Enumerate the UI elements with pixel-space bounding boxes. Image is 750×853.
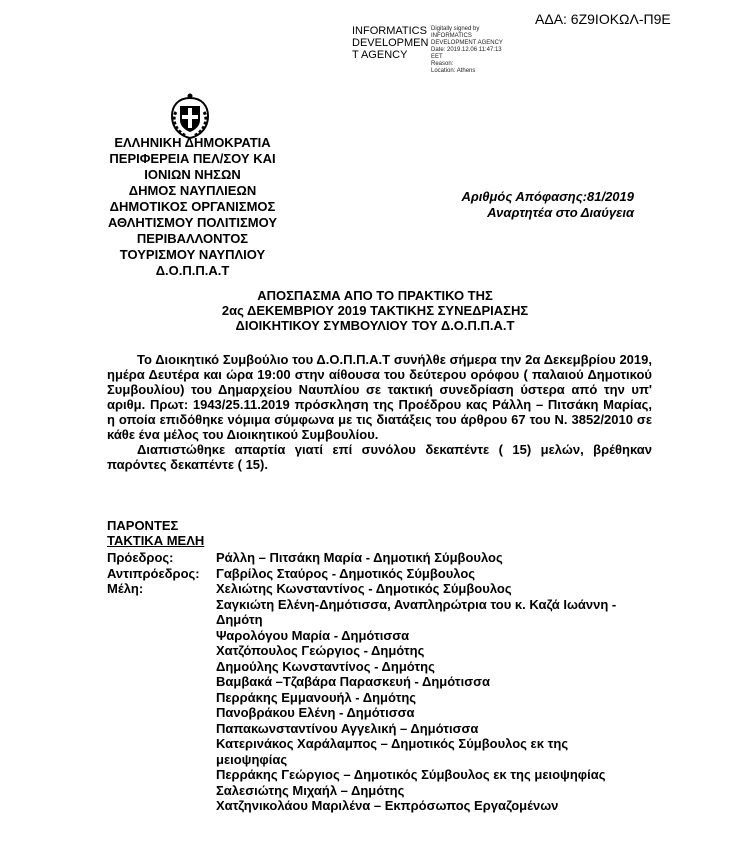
header-line: ΔΗΜΟΤΙΚΟΣ ΟΡΓΑΝΙΣΜΟΣ xyxy=(109,199,276,214)
signature-org-line: INFORMATICS xyxy=(352,25,427,37)
vice-president-role: Αντιπρόεδρος: xyxy=(107,565,200,581)
signature-details xyxy=(431,26,531,75)
document-title xyxy=(110,288,640,333)
header-line: ΕΛΛΗΝΙΚΗ ΔΗΜΟΚΡΑΤΙΑ xyxy=(114,135,271,150)
member-item: Δημούλης Κωνσταντίνος - Δημότης xyxy=(216,658,435,674)
vice-president-name: Γαβρίλος Σταύρος - Δημοτικός Σύμβουλος xyxy=(216,565,476,581)
signature-detail-line: Reason: xyxy=(431,61,454,67)
body-paragraph-quorum: Διαπιστώθηκε απαρτία γιατί επί συνόλου δεκαπέντε ( 15) μελών, βρέθηκαν παρόντες δεκαπέντε ( 15). xyxy=(107,442,652,472)
header-line: ΠΕΡΙΦΕΡΕΙΑ ΠΕΛ/ΣΟΥ ΚΑΙ xyxy=(109,151,276,166)
decision-number: Αριθμός Απόφασης:81/2019 xyxy=(461,189,634,204)
body-paragraph-session: Το Διοικητικό Συμβούλιο του Δ.Ο.Π.Π.Α.Τ συνήλθε σήμερα την 2α Δεκεμβρίου 2019, ημέρα Δευτέρα και ώρα 19:00 στην αίθουσα του δεύτερου ορόφου ( παλαιού Δημοτικού Συμβουλίου) του Δημαρχείου Ναυπλίου σε τακτική συνεδρίαση ύστερα από την υπ' αριθμ. Πρωτ: 1943/25.11.2019 πρόσκληση της Προέδρου κας Ράλλη – Πιτσάκη Μαρίας, η οποία επιδόθηκε νόμιμα σύμφωνα με τις διατάξεις του άρθρου 67 του Ν. 3852/2010 σε κάθε ένα μέλος του Διοικητικού Συμβουλίου. xyxy=(107,352,652,442)
signature-organization xyxy=(352,25,429,61)
present-heading xyxy=(107,518,204,548)
members-list xyxy=(107,550,636,814)
president-role: Πρόεδρος: xyxy=(107,550,174,565)
member-item: Χατζηνικολάου Μαριλένα – Εκπρόσωπος Εργαζομένων xyxy=(216,798,559,813)
president-row xyxy=(107,550,636,566)
header-line: ΔΗΜΟΣ ΝΑΥΠΛΙΕΩΝ xyxy=(128,183,257,198)
greek-emblem-icon xyxy=(168,92,212,140)
signature-detail-line: DEVELOPMENT AGENCY xyxy=(431,40,503,46)
present-subtitle: ΤΑΚΤΙΚΑ ΜΕΛΗ xyxy=(107,533,205,548)
decision-posted: Αναρτητέα στο Διαύγεια xyxy=(487,205,634,220)
member-item: Κατερινάκος Χαράλαμπος – Δημοτικός Σύμβουλος εκ της μειοψηφίας xyxy=(216,736,569,767)
issuer-header xyxy=(90,135,295,279)
member-item: Περράκης Εμμανουήλ - Δημότης xyxy=(216,689,417,705)
signature-detail-line: EET xyxy=(431,54,443,60)
member-names xyxy=(216,581,636,814)
members-row xyxy=(107,581,636,814)
title-line: 2ας ΔΕΚΕΜΒΡΙΟΥ 2019 ΤΑΚΤΙΚΗΣ ΣΥΝΕΔΡΙΑΣΗΣ xyxy=(221,303,529,318)
members-role: Μέλη: xyxy=(107,581,144,596)
minutes-body xyxy=(107,352,652,472)
present-title: ΠΑΡΟΝΤΕΣ xyxy=(107,518,179,533)
signature-detail-line: INFORMATICS xyxy=(431,33,472,39)
title-line: ΑΠΟΣΠΑΣΜΑ ΑΠΟ ΤΟ ΠΡΑΚΤΙΚΟ ΤΗΣ xyxy=(257,288,493,303)
signature-org-line: DEVELOPMEN xyxy=(352,37,429,49)
president-name: Ράλλη – Πιτσάκη Μαρία - Δημοτική Σύμβουλος xyxy=(216,550,503,565)
title-line: ΔΙΟΙΚΗΤΙΚΟΥ ΣΥΜΒΟΥΛΙΟΥ ΤΟΥ Δ.Ο.Π.Π.Α.Τ xyxy=(235,318,515,333)
member-item: Παπακωνσταντίνου Αγγελική – Δημότισσα xyxy=(216,720,479,736)
ada-code: ΑΔΑ: 6Ζ9ΙΟΚΩΛ-Π9Ε xyxy=(535,11,671,27)
header-line: ΠΕΡΙΒΑΛΛΟΝΤΟΣ xyxy=(136,231,249,246)
member-item: Σαγκιώτη Ελένη-Δημότισσα, Αναπληρώτρια του κ. Καζά Ιωάννη - Δημότη xyxy=(216,596,617,627)
member-item: Πανοβράκου Ελένη - Δημότισσα xyxy=(216,705,415,720)
member-item: Βαμβακά –Τζαβάρα Παρασκευή - Δημότισσα xyxy=(216,674,490,689)
signature-detail-line: Digitally signed by xyxy=(431,26,480,32)
signature-org-line: T AGENCY xyxy=(352,49,408,61)
member-item: Χελιώτης Κωνσταντίνος - Δημοτικός Σύμβουλος xyxy=(216,581,512,596)
member-item: Περράκης Γεώργιος – Δημοτικός Σύμβουλος εκ της μειοψηφίας xyxy=(216,767,606,782)
header-line: ΙΟΝΙΩΝ ΝΗΣΩΝ xyxy=(144,167,241,182)
member-item: Χατζόπουλος Γεώργιος - Δημότης xyxy=(216,643,425,658)
decision-info xyxy=(454,189,634,221)
member-item: Σαλεσιώτης Μιχαήλ – Δημότης xyxy=(216,782,405,798)
header-line: ΤΟΥΡΙΣΜΟΥ ΝΑΥΠΛΙΟΥ xyxy=(119,247,266,262)
signature-detail-line: Location: Athens xyxy=(431,68,476,74)
header-line: ΑΘΛΗΤΙΣΜΟΥ ΠΟΛΙΤΙΣΜΟΥ xyxy=(107,215,278,230)
signature-detail-line: Date: 2019.12.06 11:47:13 xyxy=(431,47,502,53)
header-line: Δ.Ο.Π.Π.Α.Τ xyxy=(155,263,230,278)
vice-president-row xyxy=(107,566,636,582)
member-item: Ψαρολόγου Μαρία - Δημότισσα xyxy=(216,627,410,643)
